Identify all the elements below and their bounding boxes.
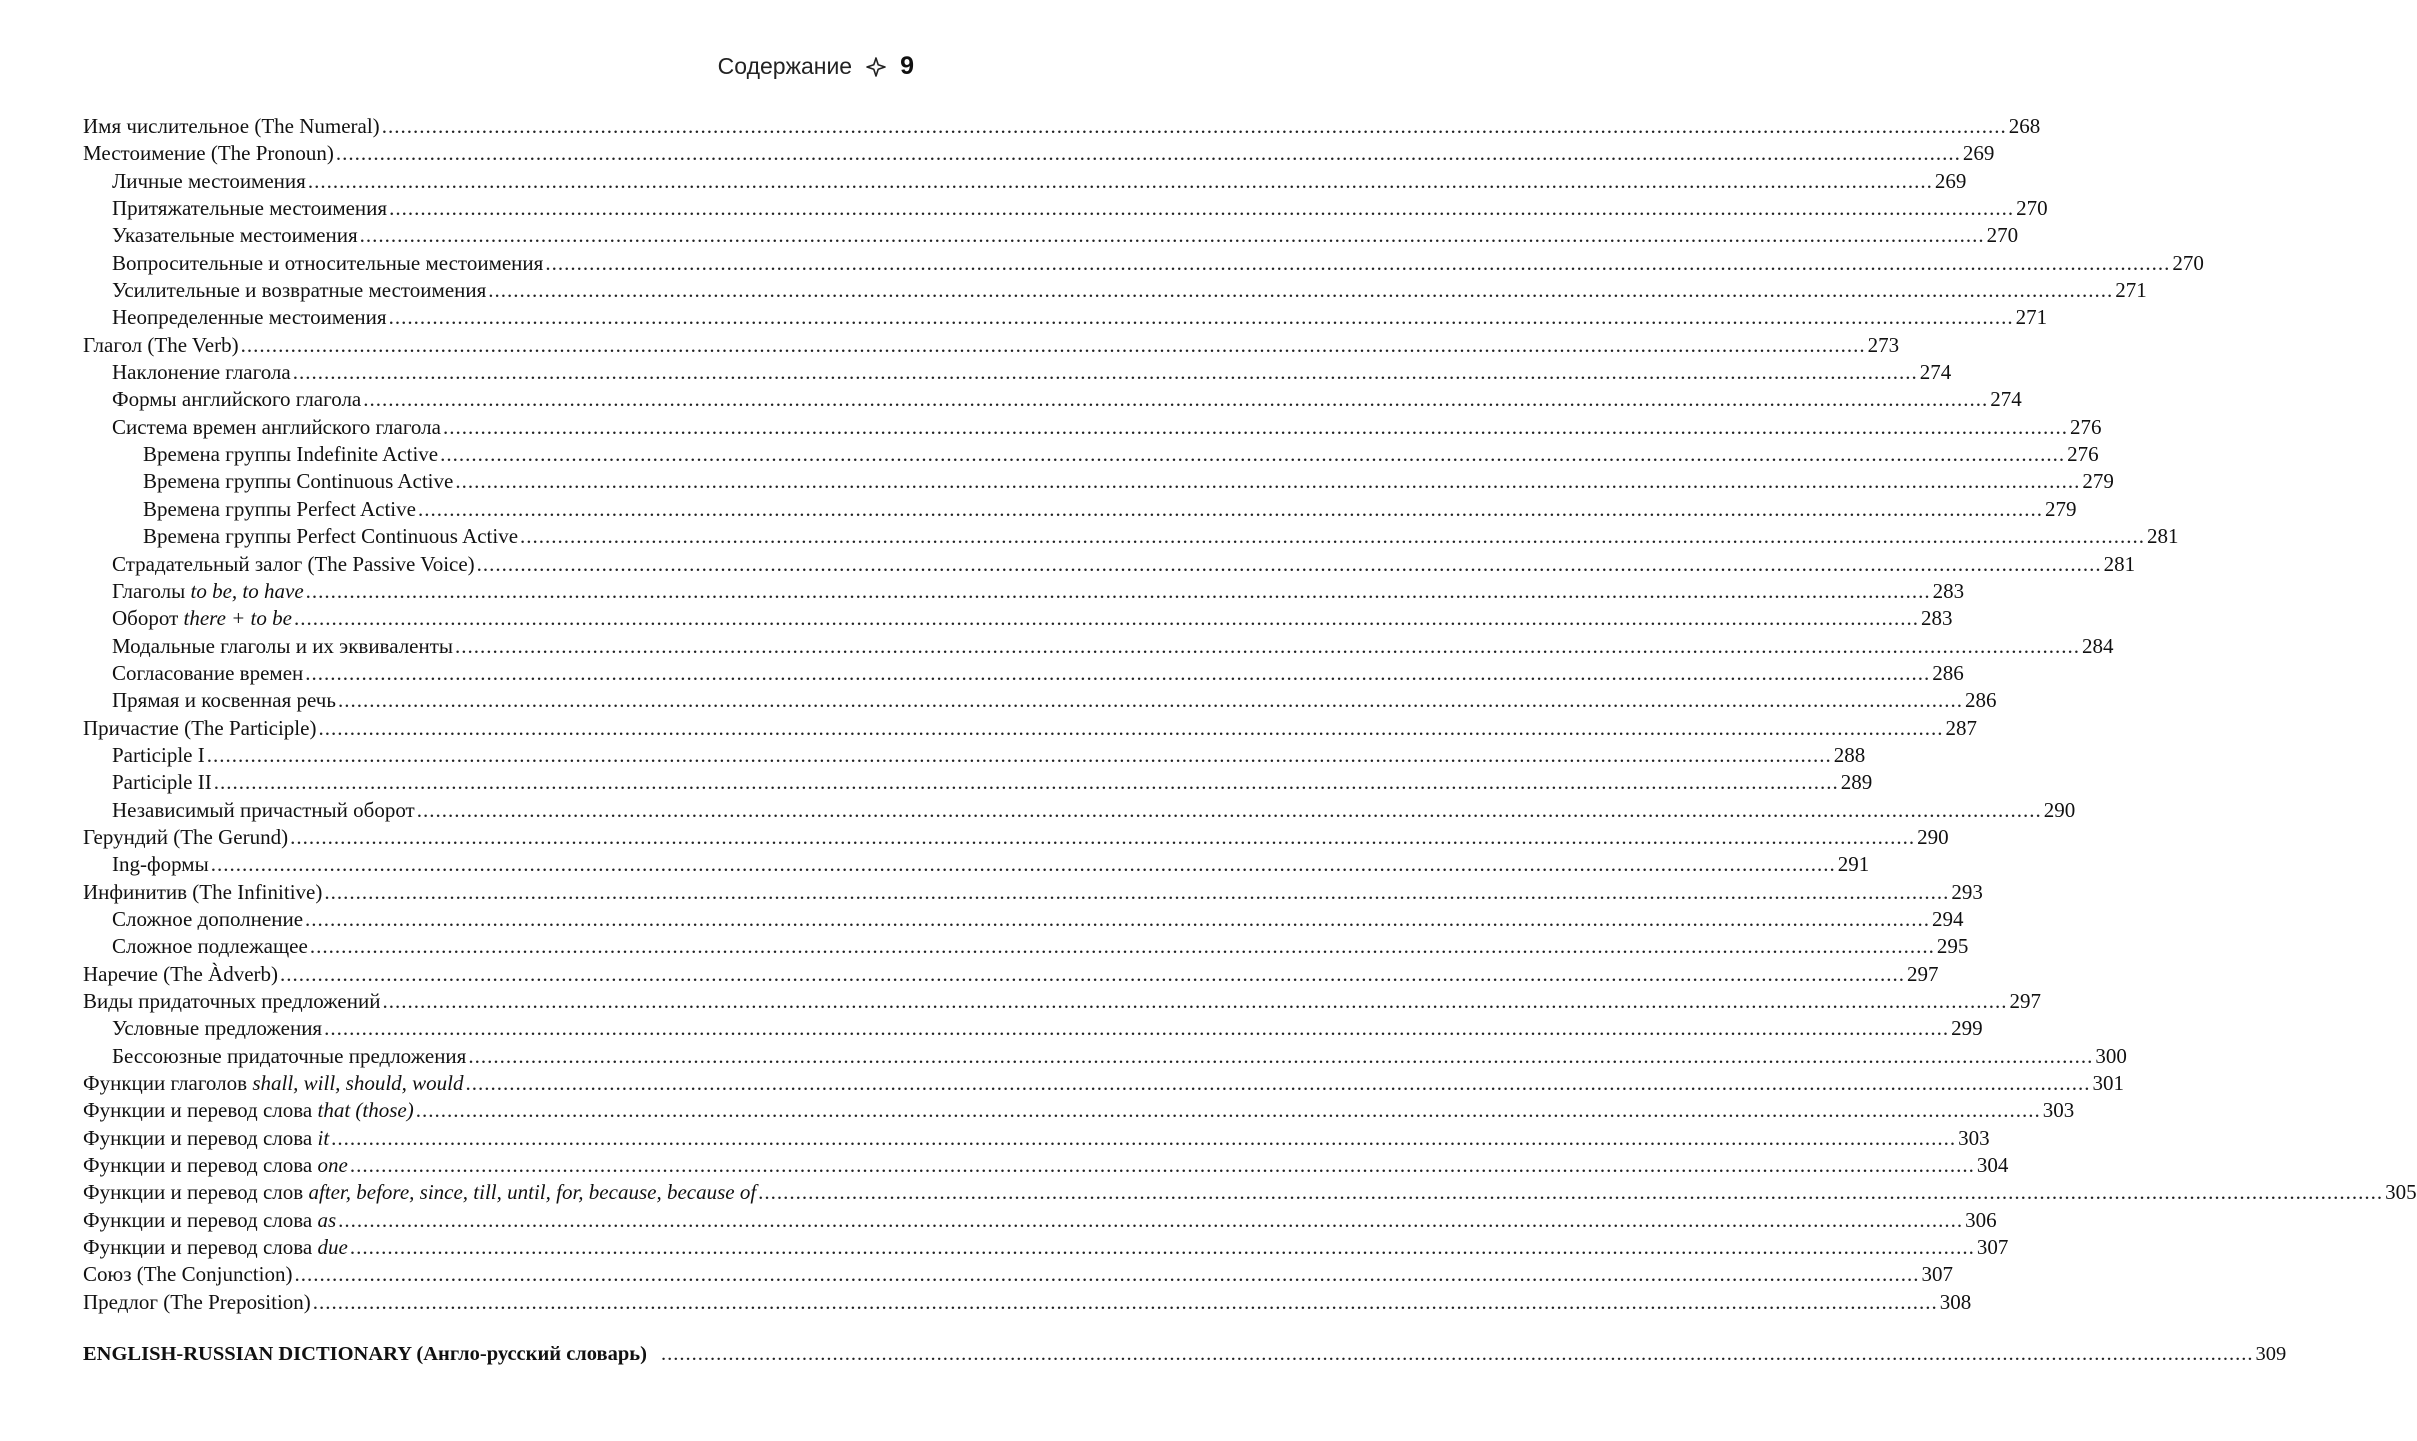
toc-entry[interactable] bbox=[83, 304, 2048, 331]
toc-entry-page: 269 bbox=[1934, 168, 1967, 193]
toc-entry-label: Функции глаголов shall, will, should, would bbox=[83, 1071, 464, 1096]
toc-entry[interactable] bbox=[83, 769, 1873, 796]
dot-leader: .................................................................................................................................................................................................................................................................... bbox=[415, 1098, 2041, 1123]
dot-leader: .................................................................................................................................................................................................................................................................... bbox=[758, 1180, 2384, 1205]
toc-entry[interactable] bbox=[83, 496, 2077, 523]
toc-entry[interactable] bbox=[83, 441, 2099, 468]
toc-final-entry[interactable] bbox=[83, 1340, 2287, 1368]
toc-entry-label: Сложное подлежащее bbox=[112, 934, 308, 959]
toc-entry[interactable] bbox=[83, 1289, 1972, 1316]
dot-leader: .................................................................................................................................................................................................................................................................... bbox=[294, 1262, 1920, 1287]
toc-entry-label: Модальные глаголы и их эквиваленты bbox=[112, 633, 454, 658]
toc-entry-label: Личные местоимения bbox=[112, 168, 306, 193]
toc-entry-label: Времена группы Perfect Continuous Active bbox=[143, 524, 519, 549]
dot-leader: .................................................................................................................................................................................................................................................................... bbox=[455, 469, 2081, 494]
toc-entry-page: 286 bbox=[1964, 688, 1997, 713]
toc-entry[interactable] bbox=[83, 1070, 2125, 1097]
toc-entry[interactable] bbox=[83, 250, 2204, 277]
toc-entry-label: Местоимение (The Pronoun) bbox=[83, 141, 334, 166]
toc-entry[interactable] bbox=[83, 933, 1969, 960]
toc-entry[interactable] bbox=[83, 332, 1900, 359]
toc-entry-label: Функции и перевод слова that (those) bbox=[83, 1098, 414, 1123]
toc-entry[interactable] bbox=[83, 523, 2179, 550]
dot-leader: .................................................................................................................................................................................................................................................................... bbox=[337, 688, 1963, 713]
toc-entry[interactable] bbox=[83, 906, 1964, 933]
dot-leader: .................................................................................................................................................................................................................................................................... bbox=[318, 715, 1944, 740]
dot-leader: .................................................................................................................................................................................................................................................................... bbox=[213, 770, 1839, 795]
toc-entry-label: Функции и перевод слова one bbox=[83, 1153, 348, 1178]
dot-leader: .................................................................................................................................................................................................................................................................... bbox=[476, 551, 2102, 576]
dot-leader: .................................................................................................................................................................................................................................................................... bbox=[307, 168, 1933, 193]
toc-entry[interactable] bbox=[83, 386, 2022, 413]
toc-entry-page: 274 bbox=[1919, 360, 1952, 385]
toc-entry-label: Согласование времен bbox=[112, 660, 304, 685]
toc-entry-label: Независимый причастный оборот bbox=[112, 797, 415, 822]
toc-entry-label: Причастие (The Participle) bbox=[83, 715, 317, 740]
toc-entry-page: 274 bbox=[1990, 387, 2022, 412]
toc-entry[interactable] bbox=[83, 1152, 2009, 1179]
toc-entry-label: Функции и перевод слова due bbox=[83, 1235, 348, 1260]
dot-leader: .................................................................................................................................................................................................................................................................... bbox=[416, 797, 2042, 822]
toc-entry-label: Функции и перевод слов after, before, since, till, until, for, because, because of bbox=[83, 1180, 757, 1205]
toc-entry-page: 289 bbox=[1840, 770, 1873, 795]
dot-leader: .................................................................................................................................................................................................................................................................... bbox=[388, 305, 2014, 330]
toc-entry-page: 295 bbox=[1936, 934, 1969, 959]
toc-entry-label: ENGLISH-RUSSIAN DICTIONARY (Англо-русский словарь) bbox=[83, 1343, 647, 1365]
dot-leader: .................................................................................................................................................................................................................................................................... bbox=[206, 742, 1832, 767]
toc-entry-label: Страдательный залог (The Passive Voice) bbox=[112, 551, 475, 576]
toc-entry-page: 281 bbox=[2147, 524, 2179, 549]
toc-entry-label: Союз (The Conjunction) bbox=[83, 1262, 293, 1287]
toc-entry[interactable] bbox=[83, 1234, 2009, 1261]
toc-entry-label: Указательные местоимения bbox=[112, 223, 358, 248]
dot-leader: .................................................................................................................................................................................................................................................................... bbox=[520, 524, 2146, 549]
toc-entry-page: 291 bbox=[1837, 852, 1870, 877]
toc-entry[interactable] bbox=[83, 1043, 2127, 1070]
dot-leader: .................................................................................................................................................................................................................................................................... bbox=[338, 1207, 1964, 1232]
running-header bbox=[718, 52, 914, 81]
toc-entry-page: 270 bbox=[2016, 196, 2048, 221]
toc-entry[interactable] bbox=[83, 1261, 1953, 1288]
toc-entry[interactable] bbox=[83, 824, 1949, 851]
toc-entry-page: 273 bbox=[1867, 332, 1900, 357]
dot-leader: .................................................................................................................................................................................................................................................................... bbox=[324, 1016, 1950, 1041]
toc-entry-page: 306 bbox=[1965, 1207, 1997, 1232]
toc-entry-label: Оборот there + to be bbox=[112, 606, 292, 631]
toc-entry-page: 270 bbox=[2172, 250, 2204, 275]
header-page-number: 9 bbox=[900, 52, 914, 80]
toc-entry[interactable] bbox=[83, 988, 2041, 1015]
dot-leader: .................................................................................................................................................................................................................................................................... bbox=[468, 1043, 2094, 1068]
toc-entry[interactable] bbox=[83, 113, 2041, 140]
dot-leader: .................................................................................................................................................................................................................................................................... bbox=[488, 278, 2114, 303]
toc-entry-page: 290 bbox=[1917, 824, 1949, 849]
toc-entry-label: Времена группы Perfect Active bbox=[143, 496, 416, 521]
toc-entry[interactable] bbox=[83, 660, 1964, 687]
dot-leader: .................................................................................................................................................................................................................................................................... bbox=[324, 879, 1950, 904]
toc-entry-page: 270 bbox=[1986, 223, 2019, 248]
toc-entry-label: Инфинитив (The Infinitive) bbox=[83, 879, 323, 904]
toc-entry-label: Participle II bbox=[112, 770, 212, 795]
dot-leader: .................................................................................................................................................................................................................................................................... bbox=[312, 1289, 1938, 1314]
dot-leader: .................................................................................................................................................................................................................................................................... bbox=[660, 1343, 2254, 1365]
dot-leader: .................................................................................................................................................................................................................................................................... bbox=[305, 906, 1931, 931]
toc-entry[interactable] bbox=[83, 468, 2114, 495]
toc-entry[interactable] bbox=[83, 168, 1967, 195]
toc-entry-label: Условные предложения bbox=[112, 1016, 323, 1041]
toc-entry-label: Бессоюзные придаточные предложения bbox=[112, 1043, 467, 1068]
dot-leader: .................................................................................................................................................................................................................................................................... bbox=[280, 961, 1906, 986]
toc-entry-label: Герундий (The Gerund) bbox=[83, 824, 289, 849]
four-pointed-star-icon bbox=[866, 57, 886, 77]
dot-leader: .................................................................................................................................................................................................................................................................... bbox=[382, 989, 2008, 1013]
toc-entry-page: 281 bbox=[2103, 551, 2136, 576]
dot-leader: .................................................................................................................................................................................................................................................................... bbox=[305, 660, 1931, 685]
dot-leader: .................................................................................................................................................................................................................................................................... bbox=[293, 606, 1919, 631]
toc-entry-page: 294 bbox=[1932, 906, 1964, 931]
toc-entry-page: 305 bbox=[2385, 1180, 2417, 1205]
toc-entry-page: 299 bbox=[1951, 1016, 1983, 1041]
dot-leader: .................................................................................................................................................................................................................................................................... bbox=[240, 332, 1866, 357]
toc-entry-label: Функции и перевод слова it bbox=[83, 1125, 330, 1150]
toc-entry[interactable] bbox=[83, 715, 1977, 742]
toc-entry[interactable] bbox=[83, 633, 2114, 660]
dot-leader: .................................................................................................................................................................................................................................................................... bbox=[455, 633, 2081, 658]
toc-entry-label: Система времен английского глагола bbox=[112, 414, 441, 439]
toc-entry-label: Функции и перевод слова as bbox=[83, 1207, 337, 1232]
dot-leader: .................................................................................................................................................................................................................................................................... bbox=[381, 114, 2007, 138]
toc-entry-page: 288 bbox=[1833, 742, 1866, 767]
toc-entry-page: 284 bbox=[2082, 633, 2114, 658]
dot-leader: .................................................................................................................................................................................................................................................................... bbox=[290, 824, 1916, 849]
toc-entry-label: Имя числительное (The Numeral) bbox=[83, 114, 380, 138]
toc-entry-page: 287 bbox=[1945, 715, 1977, 740]
toc-entry[interactable] bbox=[83, 961, 1939, 988]
toc-entry-page: 286 bbox=[1932, 660, 1964, 685]
dot-leader: .................................................................................................................................................................................................................................................................... bbox=[309, 934, 1935, 959]
toc-entry[interactable] bbox=[83, 1015, 1983, 1042]
toc-entry-page: 271 bbox=[2015, 305, 2048, 330]
toc-entry[interactable] bbox=[83, 605, 1953, 632]
dot-leader: .................................................................................................................................................................................................................................................................... bbox=[305, 578, 1931, 603]
toc-entry-label: Прямая и косвенная речь bbox=[112, 688, 336, 713]
dot-leader: .................................................................................................................................................................................................................................................................... bbox=[335, 141, 1961, 166]
toc-entry[interactable] bbox=[83, 578, 1965, 605]
dot-leader: .................................................................................................................................................................................................................................................................... bbox=[331, 1125, 1957, 1150]
toc-entry[interactable] bbox=[83, 222, 2019, 249]
toc-entry-page: 309 bbox=[2255, 1343, 2287, 1365]
toc-entry[interactable] bbox=[83, 1179, 2417, 1206]
toc-entry[interactable] bbox=[83, 1125, 1990, 1152]
toc-entry-label: Предлог (The Preposition) bbox=[83, 1289, 311, 1314]
toc-entry-page: 307 bbox=[1976, 1235, 2009, 1260]
dot-leader: .................................................................................................................................................................................................................................................................... bbox=[545, 250, 2171, 275]
toc-entry[interactable] bbox=[83, 879, 1983, 906]
toc-entry-page: 303 bbox=[2042, 1098, 2075, 1123]
toc-entry[interactable] bbox=[83, 195, 2048, 222]
toc-entry-page: 301 bbox=[2092, 1071, 2125, 1096]
toc-entry-label: Ing-формы bbox=[112, 852, 209, 877]
toc-entry[interactable] bbox=[83, 140, 1995, 167]
toc-entry-label: Participle I bbox=[112, 742, 205, 767]
toc-entry[interactable] bbox=[83, 742, 1866, 769]
toc-entry-label: Усилительные и возвратные местоимения bbox=[112, 278, 487, 303]
dot-leader: .................................................................................................................................................................................................................................................................... bbox=[417, 496, 2043, 521]
toc-entry-page: 276 bbox=[2067, 442, 2099, 467]
toc-entry[interactable] bbox=[83, 359, 1952, 386]
dot-leader: .................................................................................................................................................................................................................................................................... bbox=[292, 360, 1918, 385]
toc-entry[interactable] bbox=[83, 551, 2136, 578]
toc-entry-label: Времена группы Indefinite Active bbox=[143, 442, 439, 467]
toc-entry[interactable] bbox=[83, 414, 2102, 441]
toc-entry-label: Глаголы to be, to have bbox=[112, 578, 304, 603]
toc-entry-page: 300 bbox=[2095, 1043, 2127, 1068]
toc-entry-page: 271 bbox=[2115, 278, 2147, 303]
toc-entry[interactable] bbox=[83, 797, 2076, 824]
toc-entry-page: 307 bbox=[1921, 1262, 1953, 1287]
toc-entry-label: Времена группы Continuous Active bbox=[143, 469, 454, 494]
toc-entry-label: Сложное дополнение bbox=[112, 906, 304, 931]
dot-leader: .................................................................................................................................................................................................................................................................... bbox=[210, 852, 1836, 877]
dot-leader: .................................................................................................................................................................................................................................................................... bbox=[349, 1235, 1975, 1260]
toc-entry-page: 283 bbox=[1920, 606, 1953, 631]
toc-entry-page: 297 bbox=[2009, 989, 2041, 1013]
toc-entry[interactable] bbox=[83, 277, 2147, 304]
toc-entry-label: Наклонение глагола bbox=[112, 360, 291, 385]
header-title: Содержание bbox=[717, 53, 853, 79]
table-of-contents bbox=[83, 113, 2417, 1316]
dot-leader: .................................................................................................................................................................................................................................................................... bbox=[349, 1153, 1975, 1178]
toc-entry[interactable] bbox=[83, 851, 1870, 878]
toc-entry-page: 279 bbox=[2044, 496, 2077, 521]
toc-entry-page: 276 bbox=[2069, 414, 2102, 439]
toc-entry[interactable] bbox=[83, 1207, 1997, 1234]
toc-entry[interactable] bbox=[83, 1097, 2075, 1124]
dot-leader: .................................................................................................................................................................................................................................................................... bbox=[465, 1071, 2091, 1096]
toc-entry-label: Виды придаточных предложений bbox=[83, 989, 381, 1013]
toc-entry-page: 308 bbox=[1939, 1289, 1972, 1314]
toc-entry-page: 269 bbox=[1962, 141, 1995, 166]
toc-entry-label: Формы английского глагола bbox=[112, 387, 362, 412]
toc-entry-label: Неопределенные местоимения bbox=[112, 305, 387, 330]
toc-entry-label: Глагол (The Verb) bbox=[83, 332, 239, 357]
toc-entry[interactable] bbox=[83, 687, 1997, 714]
toc-entry-page: 283 bbox=[1932, 578, 1965, 603]
dot-leader: .................................................................................................................................................................................................................................................................... bbox=[359, 223, 1985, 248]
toc-entry-page: 303 bbox=[1958, 1125, 1990, 1150]
toc-entry-label: Наречие (The Àdverb) bbox=[83, 961, 279, 986]
toc-entry-page: 279 bbox=[2082, 469, 2114, 494]
toc-entry-label: Вопросительные и относительные местоимения bbox=[112, 250, 544, 275]
dot-leader: .................................................................................................................................................................................................................................................................... bbox=[442, 414, 2068, 439]
dot-leader: .................................................................................................................................................................................................................................................................... bbox=[363, 387, 1989, 412]
dot-leader: .................................................................................................................................................................................................................................................................... bbox=[389, 196, 2015, 221]
toc-entry-page: 293 bbox=[1951, 879, 1983, 904]
toc-entry-page: 268 bbox=[2008, 114, 2041, 138]
toc-entry-label: Притяжательные местоимения bbox=[112, 196, 388, 221]
dot-leader: .................................................................................................................................................................................................................................................................... bbox=[440, 442, 2066, 467]
toc-entry-page: 290 bbox=[2043, 797, 2076, 822]
toc-entry-page: 297 bbox=[1907, 961, 1939, 986]
toc-entry-page: 304 bbox=[1976, 1153, 2009, 1178]
